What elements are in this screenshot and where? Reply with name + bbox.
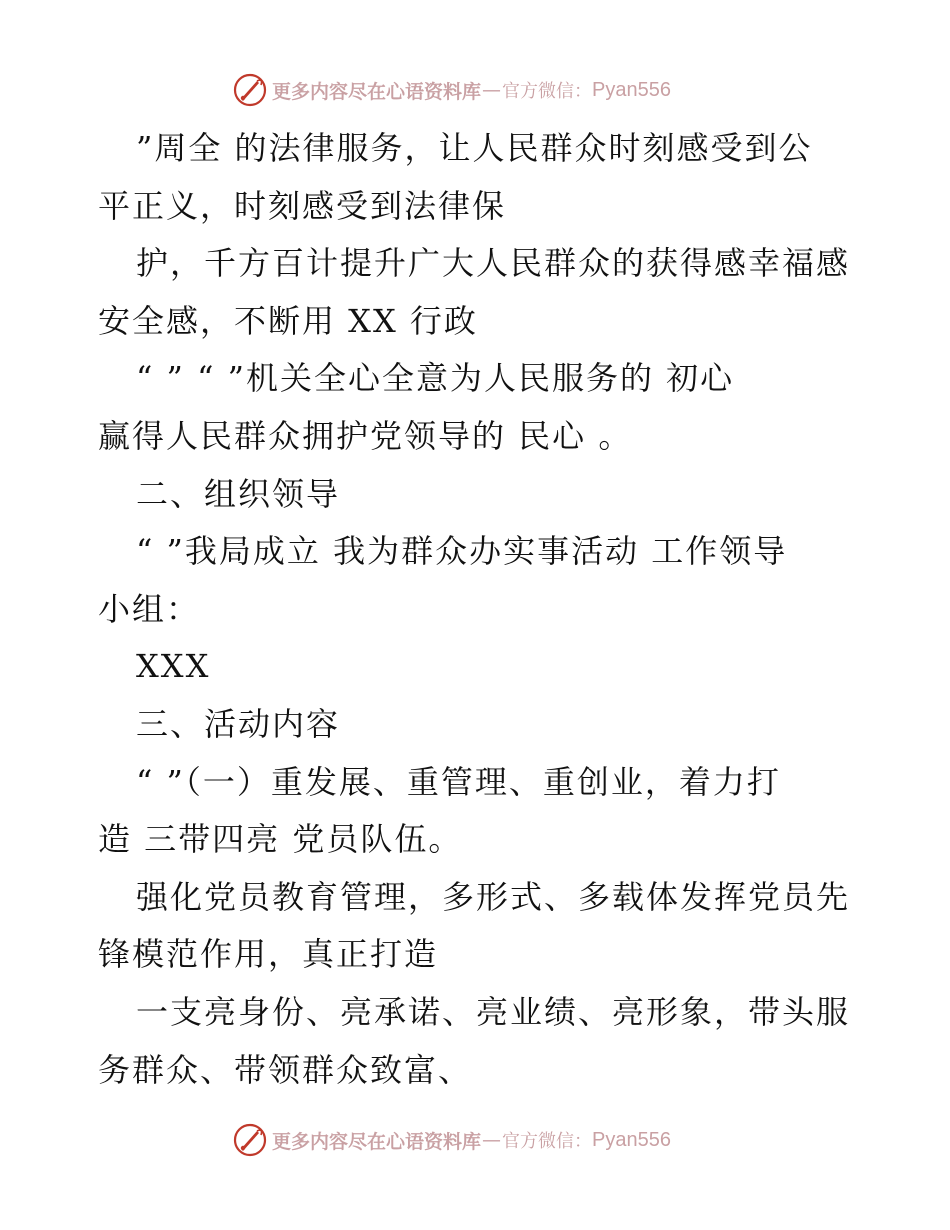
text-line: 造 三带四亮 党员队伍。 [98,820,463,859]
text-line: 安全感，不断用 XX 行政 [98,301,478,340]
watermark-slogan: 更多内容尽在心语资料库 [272,80,482,103]
text-line: ”周全 的法律服务，让人民群众时刻感受到公 [136,129,813,167]
text-line: 小组： [98,589,201,628]
header-watermark [232,70,671,110]
text-line: 二、组织领导 [136,474,341,513]
text-line: “ ”我局成立 我为群众办实事活动 工作领导 [136,532,788,571]
watermark-dash: — [482,1129,502,1151]
text-line: 一支亮身份、亮承诺、亮业绩、亮形象，带头服 [136,992,851,1031]
footer-watermark [232,1120,671,1160]
watermark-dash: — [482,79,502,101]
watermark-wechat-id: Pyan556 [592,1128,671,1151]
text-line: XXX [136,647,211,686]
text-line: 三、活动内容 [136,704,341,743]
watermark-wechat-id: Pyan556 [592,78,671,101]
text-line: 平正义，时刻感受到法律保 [98,186,507,225]
text-line: 强化党员教育管理，多形式、多载体发挥党员先 [136,877,851,916]
quill-logo-icon [232,1122,268,1158]
document-body [98,120,858,1099]
text-line: “ ” “ ”机关全心全意为人民服务的 初心 [136,359,735,398]
watermark-slogan: 更多内容尽在心语资料库 [272,1130,482,1153]
text-line: 赢得人民群众拥护党领导的 民心 。 [98,416,633,455]
text-line: “ ”（一）重发展、重管理、重创业，着力打 [136,762,781,801]
watermark-official-label: 官方微信： [502,81,593,102]
text-line: 护，千方百计提升广大人民群众的获得感幸福感 [136,244,851,283]
quill-logo-icon [232,72,268,108]
watermark-official-label: 官方微信： [502,1131,593,1152]
text-line: 务群众、带领群众致富、 [98,1050,473,1089]
text-line: 锋模范作用，真正打造 [98,935,439,974]
